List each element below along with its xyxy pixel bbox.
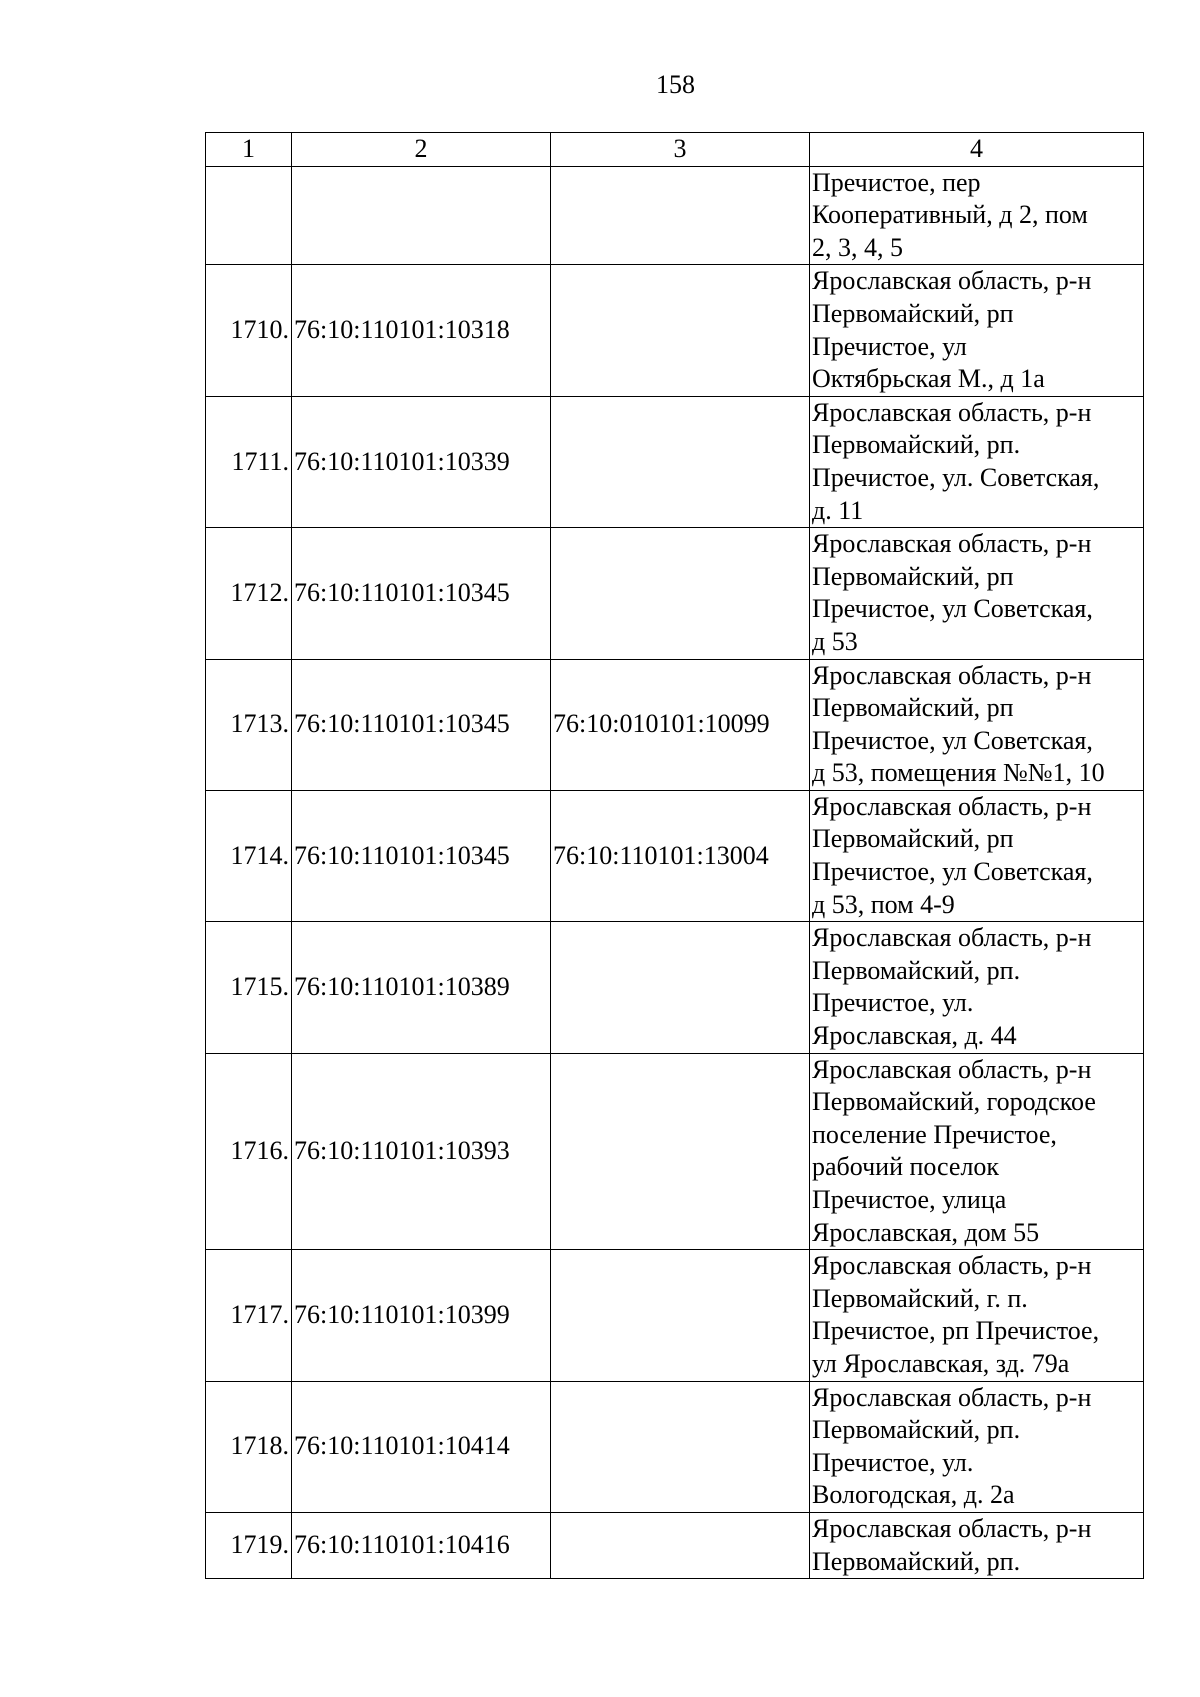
address-line: Пречистое, ул.	[812, 1447, 974, 1477]
table-row	[206, 659, 1144, 790]
parent-cadastral-number	[551, 922, 810, 1053]
cadastral-number: 76:10:110101:10393	[292, 1053, 551, 1250]
address-line: Ярославская область, р-н	[812, 660, 1092, 690]
header-col-1: 1	[206, 133, 292, 167]
registry-table	[205, 132, 1144, 1579]
table-body	[206, 166, 1144, 1579]
address-line: Первомайский, рп	[812, 693, 1014, 723]
cadastral-number: 76:10:110101:10389	[292, 922, 551, 1053]
address-line: Пречистое, ул Советская,	[812, 594, 1093, 624]
address-line: Ярославская область, р-н	[812, 1513, 1092, 1543]
table-row	[206, 528, 1144, 659]
address-cell	[810, 528, 1144, 659]
row-number: 1712.	[206, 528, 292, 659]
address-line: д 53, пом 4-9	[812, 889, 955, 919]
parent-cadastral-number	[551, 1250, 810, 1381]
address-line: ул Ярославская, зд. 79а	[812, 1348, 1070, 1378]
address-line: Первомайский, рп	[812, 824, 1014, 854]
table-row	[206, 265, 1144, 396]
table-row	[206, 1053, 1144, 1250]
address-cell	[810, 265, 1144, 396]
address-line: Пречистое, ул Советская,	[812, 857, 1093, 887]
address-line: Первомайский, рп	[812, 561, 1014, 591]
address-line: Ярославская область, р-н	[812, 397, 1092, 427]
cadastral-number: 76:10:110101:10399	[292, 1250, 551, 1381]
address-line: 2, 3, 4, 5	[812, 232, 903, 262]
address-line: Ярославская область, р-н	[812, 1054, 1092, 1084]
parent-cadastral-number	[551, 1381, 810, 1512]
table-header	[206, 133, 1144, 167]
parent-cadastral-number	[551, 1053, 810, 1250]
address-line: поселение Пречистое,	[812, 1119, 1057, 1149]
address-cell	[810, 1512, 1144, 1578]
cadastral-number: 76:10:110101:10318	[292, 265, 551, 396]
address-line: рабочий поселок	[812, 1152, 1000, 1182]
header-col-4: 4	[810, 133, 1144, 167]
address-cell	[810, 1250, 1144, 1381]
address-line: д. 11	[812, 495, 864, 525]
header-col-2: 2	[292, 133, 551, 167]
cadastral-number: 76:10:110101:10345	[292, 790, 551, 921]
address-line: Первомайский, городское	[812, 1087, 1096, 1117]
address-cell	[810, 790, 1144, 921]
table-row	[206, 1512, 1144, 1578]
address-line: Кооперативный, д 2, пом	[812, 200, 1088, 230]
address-cell	[810, 922, 1144, 1053]
address-line: Пречистое, улица	[812, 1185, 1007, 1214]
address-line: Ярославская область, р-н	[812, 1382, 1092, 1412]
cadastral-number	[292, 166, 551, 265]
row-number: 1718.	[206, 1381, 292, 1512]
address-cell	[810, 166, 1144, 265]
address-line: Пречистое, рп Пречистое,	[812, 1316, 1100, 1346]
address-line: Ярославская область, р-н	[812, 1251, 1092, 1281]
address-line: Первомайский, рп.	[812, 1415, 1021, 1445]
address-line: Октябрьская М., д 1а	[812, 364, 1045, 394]
row-number: 1711.	[206, 396, 292, 527]
table-row	[206, 166, 1144, 265]
address-cell	[810, 659, 1144, 790]
row-number: 1713.	[206, 659, 292, 790]
address-line: Ярославская, д. 44	[812, 1021, 1017, 1051]
address-line: Пречистое, ул Советская,	[812, 725, 1093, 755]
table-row	[206, 922, 1144, 1053]
cadastral-number: 76:10:110101:10345	[292, 528, 551, 659]
cadastral-number: 76:10:110101:10414	[292, 1381, 551, 1512]
address-cell	[810, 396, 1144, 527]
cadastral-number: 76:10:110101:10339	[292, 396, 551, 527]
parent-cadastral-number: 76:10:110101:13004	[551, 790, 810, 921]
header-col-3: 3	[551, 133, 810, 167]
row-number: 1710.	[206, 265, 292, 396]
page-number: 158	[656, 70, 695, 99]
row-number	[206, 166, 292, 265]
parent-cadastral-number	[551, 265, 810, 396]
address-line: д 53, помещения №№1, 10	[812, 758, 1105, 788]
cadastral-number: 76:10:110101:10416	[292, 1512, 551, 1578]
address-cell	[810, 1381, 1144, 1512]
table-row	[206, 396, 1144, 527]
parent-cadastral-number	[551, 1512, 810, 1578]
address-line: Первомайский, г. п.	[812, 1283, 1028, 1313]
table-row	[206, 790, 1144, 921]
address-line: Пречистое, ул	[812, 331, 967, 361]
address-line: Первомайский, рп	[812, 298, 1014, 328]
address-cell	[810, 1053, 1144, 1250]
address-line: Первомайский, рп.	[812, 1546, 1021, 1576]
address-line: Ярославская область, р-н	[812, 791, 1092, 821]
address-line: Ярославская область, р-н	[812, 266, 1092, 296]
cadastral-number: 76:10:110101:10345	[292, 659, 551, 790]
address-line: Пречистое, ул. Советская,	[812, 462, 1100, 492]
parent-cadastral-number	[551, 528, 810, 659]
row-number: 1717.	[206, 1250, 292, 1381]
row-number: 1714.	[206, 790, 292, 921]
parent-cadastral-number	[551, 166, 810, 265]
table-row	[206, 1381, 1144, 1512]
address-line: д 53	[812, 626, 858, 656]
row-number: 1715.	[206, 922, 292, 1053]
row-number: 1716.	[206, 1053, 292, 1250]
address-line: Ярославская область, р-н	[812, 529, 1092, 559]
parent-cadastral-number: 76:10:010101:10099	[551, 659, 810, 790]
row-number: 1719.	[206, 1512, 292, 1578]
parent-cadastral-number	[551, 396, 810, 527]
address-line: Вологодская, д. 2а	[812, 1480, 1015, 1510]
address-line: Ярославская, дом 55	[812, 1217, 1040, 1247]
table-row	[206, 1250, 1144, 1381]
address-line: Первомайский, рп.	[812, 430, 1021, 460]
address-line: Ярославская область, р-н	[812, 923, 1092, 953]
address-line: Первомайский, рп.	[812, 955, 1021, 985]
header-row	[206, 133, 1144, 167]
address-line: Пречистое, пер	[812, 167, 981, 197]
address-line: Пречистое, ул.	[812, 988, 974, 1018]
